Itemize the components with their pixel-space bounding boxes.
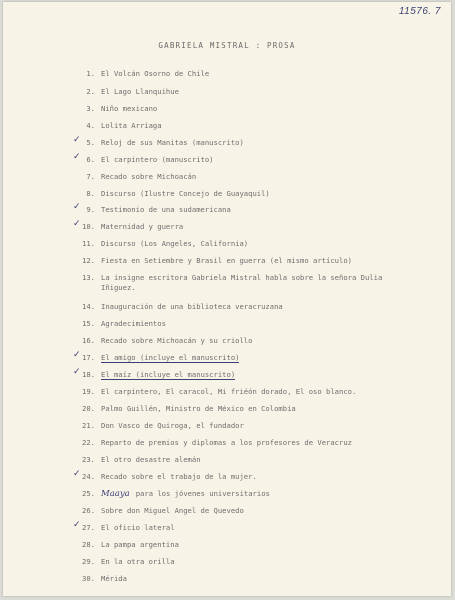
checkmark-icon: ✓ [73,202,81,212]
checkmark-icon: ✓ [73,350,81,360]
list-item: 21. Don Vasco de Quiroga, el fundador [82,421,244,430]
list-item: 25. Maaya para los jóvenes universitarios [82,489,270,499]
list-item: 23. El otro desastre alemán [82,455,201,464]
checkmark-icon: ✓ [73,367,81,377]
document-page [3,2,451,596]
list-item: 12. Fiesta en Setiembre y Brasil en guerra (el mismo artículo) [82,256,352,265]
list-item: 4. Lolita Arriaga [86,121,162,130]
list-item: 9. Testimonio de una sudamericana [86,205,231,214]
document-title: GABRIELA MISTRAL : PROSA [158,41,296,50]
checkmark-icon: ✓ [73,469,81,479]
list-item: 16. Recado sobre Michoacán y su criollo [82,336,253,345]
list-item: 3. Niño mexicano [86,104,158,113]
list-item-continuation: Iñiguez. [101,283,136,292]
list-item: 22. Reparto de premios y diplomas a los profesores de Veracruz [82,438,352,447]
list-item: 13. La insigne escritora Gabriela Mistral habla sobre la señora Dulia [82,273,383,282]
list-item: 1. El Volcán Osorno de Chile [86,69,210,78]
list-item: 28. La pampa argentina [82,540,179,549]
handwritten-annotation: Maaya [101,489,130,499]
list-item: 15. Agradecimientos [82,319,166,328]
list-item: 30. Mérida [82,574,127,583]
checkmark-icon: ✓ [73,520,81,530]
list-item: 20. Palmo Guillén, Ministro de México en Colombia [82,404,296,413]
list-item: 11. Discurso (Los Angeles, California) [82,239,249,248]
list-item: 26. Sobre don Miguel Angel de Quevedo [82,506,244,515]
list-item: 8. Discurso (Ilustre Concejo de Guayaquil) [86,189,270,198]
checkmark-icon: ✓ [73,219,81,229]
list-item: 14. Inauguración de una biblioteca veracruzana [82,302,283,311]
archive-reference-number: 11576. 7 [398,6,441,17]
list-item: 5. Reloj de sus Manitas (manuscrito) [86,138,244,147]
list-item: 19. El carpintero, El caracol, Mi friéón dorado, El oso blanco. [82,387,357,396]
checkmark-icon: ✓ [73,152,81,162]
list-item: 24. Recado sobre el trabajo de la mujer. [82,472,257,481]
list-item: 17. El amigo (incluye el manuscrito) [82,353,240,362]
list-item: 29. En la otra orilla [82,557,175,566]
list-item: 18. El maíz (incluye el manuscrito) [82,370,236,379]
list-item: 6. El carpintero (manuscrito) [86,155,214,164]
list-item: 2. El Lago Llanquihue [86,87,179,96]
checkmark-icon: ✓ [73,135,81,145]
list-item: 7. Recado sobre Michoacán [86,172,197,181]
list-item: 27. El oficio lateral [82,523,175,532]
list-item: 10. Maternidad y guerra [82,222,184,231]
